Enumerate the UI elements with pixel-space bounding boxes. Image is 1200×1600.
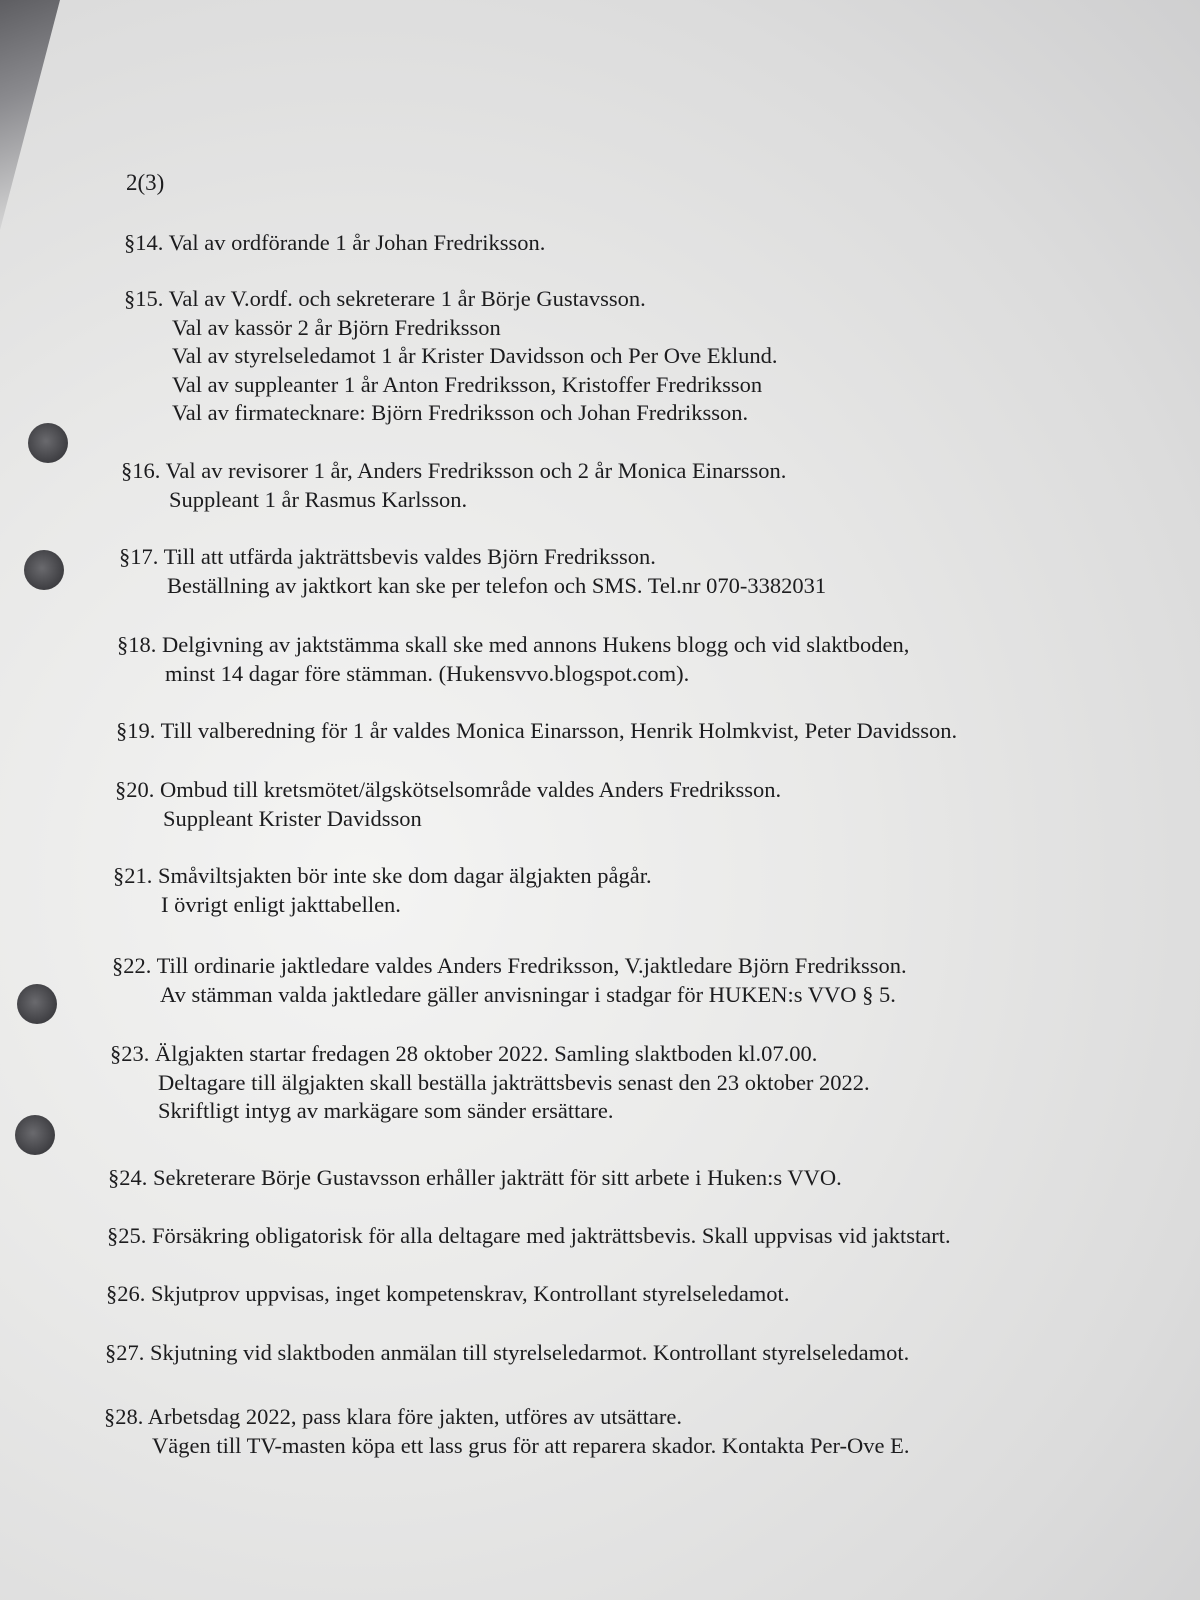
section-line: Suppleant 1 år Rasmus Karlsson. [169, 486, 468, 512]
section-line: §19. Till valberedning för 1 år valdes Monica Einarsson, Henrik Holmkvist, Peter Davidsson. [116, 718, 958, 743]
section-line: §28. Arbetsdag 2022, pass klara före jakten, utföres av utsättare. [104, 1404, 682, 1429]
section-line: Vägen till TV-masten köpa ett lass grus för att reparera skador. Kontakta Per-Ove E. [152, 1432, 910, 1458]
punch-hole [15, 1115, 55, 1155]
section-line: §15. Val av V.ordf. och sekreterare 1 år Börje Gustavsson. [124, 286, 646, 311]
section-line: §17. Till att utfärda jakträttsbevis valdes Björn Fredriksson. [119, 544, 656, 569]
section-16 [121, 457, 786, 514]
page-shadow [0, 0, 60, 230]
section-22 [112, 952, 907, 1009]
section-line: §20. Ombud till kretsmötet/älgskötselsområde valdes Anders Fredriksson. [115, 777, 782, 802]
section-line: Beställning av jaktkort kan ske per telefon och SMS. Tel.nr 070-3382031 [167, 572, 827, 598]
section-line: §24. Sekreterare Börje Gustavsson erhåller jakträtt för sitt arbete i Huken:s VVO. [108, 1165, 842, 1190]
section-line: Av stämman valda jaktledare gäller anvisningar i stadgar för HUKEN:s VVO § 5. [160, 981, 896, 1007]
section-line: I övrigt enligt jakttabellen. [161, 891, 401, 917]
page-number: 2(3) [126, 170, 165, 195]
section-line: Skriftligt intyg av markägare som sänder ersättare. [158, 1098, 614, 1123]
section-line: §23. Älgjakten startar fredagen 28 oktober 2022. Samling slaktboden kl.07.00. [110, 1041, 818, 1066]
section-line: Val av kassör 2 år Björn Fredriksson [172, 314, 501, 340]
section-line: Val av styrelseledamot 1 år Krister Davidsson och Per Ove Eklund. [172, 343, 778, 368]
section-21 [113, 862, 652, 919]
section-line: Suppleant Krister Davidsson [163, 805, 422, 831]
section-25 [107, 1222, 951, 1251]
section-line: Val av firmatecknare: Björn Fredriksson och Johan Fredriksson. [172, 400, 749, 425]
punch-hole [17, 984, 57, 1024]
section-line: §22. Till ordinarie jaktledare valdes Anders Fredriksson, V.jaktledare Björn Fredriksson. [112, 953, 907, 978]
punch-hole [24, 550, 64, 590]
section-line: §25. Försäkring obligatorisk för alla deltagare med jakträttsbevis. Skall uppvisas vid jaktstart. [107, 1223, 951, 1248]
section-line: §27. Skjutning vid slaktboden anmälan till styrelseledarmot. Kontrollant styrelseledamot. [105, 1340, 910, 1365]
section-19 [116, 717, 957, 746]
section-24 [108, 1164, 842, 1193]
section-line: minst 14 dagar före stämman. (Hukensvvo.blogspot.com). [165, 660, 690, 686]
section-14 [124, 229, 545, 258]
section-line: §16. Val av revisorer 1 år, Anders Fredriksson och 2 år Monica Einarsson. [121, 458, 787, 483]
section-line: Val av suppleanter 1 år Anton Fredriksson, Kristoffer Fredriksson [172, 371, 763, 397]
section-line: §14. Val av ordförande 1 år Johan Fredriksson. [124, 230, 546, 255]
section-line: §26. Skjutprov uppvisas, inget kompetenskrav, Kontrollant styrelseledamot. [106, 1281, 790, 1306]
section-27 [105, 1339, 909, 1368]
section-15 [124, 285, 777, 428]
section-line: §18. Delgivning av jaktstämma skall ske med annons Hukens blogg och vid slaktboden, [117, 632, 910, 657]
section-18 [117, 631, 909, 688]
section-26 [106, 1280, 789, 1309]
section-line: §21. Småviltsjakten bör inte ske dom dagar älgjakten pågår. [113, 863, 652, 888]
section-28 [104, 1403, 909, 1460]
section-20 [115, 776, 781, 833]
punch-hole [28, 423, 68, 463]
section-23 [110, 1040, 870, 1126]
section-17 [119, 543, 826, 600]
section-line: Deltagare till älgjakten skall beställa jakträttsbevis senast den 23 oktober 2022. [158, 1069, 870, 1095]
